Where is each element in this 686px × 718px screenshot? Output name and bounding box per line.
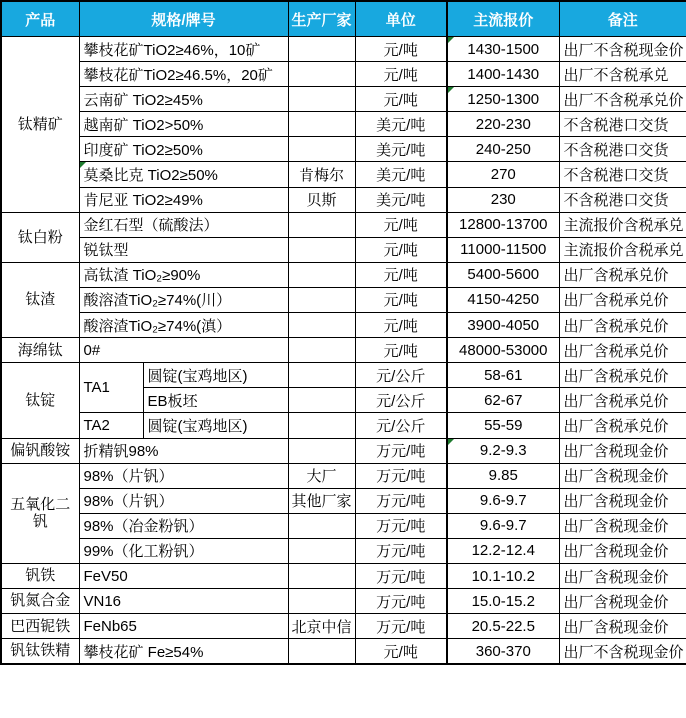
producer-cell (288, 538, 355, 563)
spec-cell: 98%（冶金粉钒） (79, 513, 288, 538)
note-cell: 主流报价含税承兑 (559, 237, 686, 262)
spec-cell: 金红石型（硫酸法） (79, 212, 288, 237)
table-row (1, 589, 686, 614)
producer-cell: 大厂 (288, 463, 355, 488)
producer-cell (288, 87, 355, 112)
unit-cell: 元/公斤 (355, 363, 447, 388)
unit-cell: 万元/吨 (355, 538, 447, 563)
producer-cell (288, 338, 355, 363)
table-row (1, 639, 686, 664)
spec-cell: 肯尼亚 TiO2≥49% (79, 187, 288, 212)
table-row (1, 162, 686, 187)
note-cell: 出厂含税现金价 (559, 563, 686, 588)
unit-cell: 元/吨 (355, 262, 447, 287)
producer-cell (288, 237, 355, 262)
note-cell: 主流报价含税承兑 (559, 212, 686, 237)
product-cell: 巴西铌铁 (1, 614, 79, 639)
price-cell: 62-67 (447, 388, 559, 413)
unit-cell: 元/吨 (355, 639, 447, 664)
note-cell: 出厂含税现金价 (559, 538, 686, 563)
unit-cell: 元/吨 (355, 287, 447, 312)
table-row (1, 112, 686, 137)
product-cell: 钒氮合金 (1, 589, 79, 614)
spec-cell: 锐钛型 (79, 237, 288, 262)
spec-cell: 攀枝花矿TiO2≥46%，10矿 (79, 37, 288, 62)
table-row (1, 187, 686, 212)
header-row (1, 1, 686, 37)
spec-cell: 98%（片钒） (79, 488, 288, 513)
producer-cell (288, 137, 355, 162)
col-header-producer: 生产厂家 (288, 1, 355, 37)
note-cell: 出厂含税承兑价 (559, 413, 686, 438)
table-row (1, 212, 686, 237)
note-cell: 出厂含税现金价 (559, 513, 686, 538)
producer-cell: 贝斯 (288, 187, 355, 212)
price-cell: 4150-4250 (447, 287, 559, 312)
unit-cell: 元/吨 (355, 212, 447, 237)
note-cell: 出厂含税承兑价 (559, 262, 686, 287)
product-cell: 钛锭 (1, 363, 79, 438)
note-cell: 出厂含税现金价 (559, 438, 686, 463)
producer-cell (288, 413, 355, 438)
spec-cell: 99%（化工粉钒） (79, 538, 288, 563)
table-row (1, 363, 686, 388)
price-cell: 48000-53000 (447, 338, 559, 363)
spec-cell: 印度矿 TiO2≥50% (79, 137, 288, 162)
producer-cell (288, 639, 355, 664)
price-cell: 58-61 (447, 363, 559, 388)
table-row (1, 563, 686, 588)
unit-cell: 元/吨 (355, 338, 447, 363)
producer-cell (288, 37, 355, 62)
producer-cell (288, 438, 355, 463)
table-row (1, 87, 686, 112)
note-cell: 出厂含税承兑价 (559, 388, 686, 413)
product-cell: 钒铁 (1, 563, 79, 588)
spec-cell: FeNb65 (79, 614, 288, 639)
note-cell: 不含税港口交货 (559, 137, 686, 162)
table-row (1, 488, 686, 513)
product-cell: 钒钛铁精 (1, 639, 79, 664)
unit-cell: 万元/吨 (355, 614, 447, 639)
producer-cell: 北京中信 (288, 614, 355, 639)
grade-cell: TA2 (79, 413, 143, 438)
unit-cell: 美元/吨 (355, 162, 447, 187)
note-cell: 出厂不含税现金价 (559, 37, 686, 62)
spec-cell: 云南矿 TiO2≥45% (79, 87, 288, 112)
note-cell: 出厂不含税承兑 (559, 62, 686, 87)
unit-cell: 元/吨 (355, 62, 447, 87)
col-header-price: 主流报价 (447, 1, 559, 37)
table-row (1, 338, 686, 363)
product-cell: 钛精矿 (1, 37, 79, 213)
unit-cell: 元/公斤 (355, 413, 447, 438)
product-cell: 钛渣 (1, 262, 79, 337)
col-header-note: 备注 (559, 1, 686, 37)
unit-cell: 元/吨 (355, 313, 447, 338)
note-cell: 出厂含税承兑价 (559, 313, 686, 338)
producer-cell (288, 388, 355, 413)
spec-cell: FeV50 (79, 563, 288, 588)
table-row (1, 287, 686, 312)
unit-cell: 万元/吨 (355, 513, 447, 538)
price-cell: 10.1-10.2 (447, 563, 559, 588)
note-cell: 出厂含税现金价 (559, 589, 686, 614)
producer-cell (288, 262, 355, 287)
price-cell: 270 (447, 162, 559, 187)
price-cell: 11000-11500 (447, 237, 559, 262)
unit-cell: 美元/吨 (355, 137, 447, 162)
table-row (1, 614, 686, 639)
spec-cell: 折精钒98% (79, 438, 288, 463)
product-cell: 五氧化二钒 (1, 463, 79, 563)
spec-cell: 酸溶渣TiO₂≥74%(滇） (79, 313, 288, 338)
note-cell: 不含税港口交货 (559, 162, 686, 187)
price-cell: 9.2-9.3 (447, 438, 559, 463)
producer-cell (288, 589, 355, 614)
note-cell: 不含税港口交货 (559, 187, 686, 212)
table-row (1, 463, 686, 488)
product-cell: 海绵钛 (1, 338, 79, 363)
note-cell: 出厂含税承兑价 (559, 338, 686, 363)
spec-cell: VN16 (79, 589, 288, 614)
form-cell: 圆锭(宝鸡地区) (143, 413, 288, 438)
price-cell: 20.5-22.5 (447, 614, 559, 639)
price-cell: 1430-1500 (447, 37, 559, 62)
price-cell: 360-370 (447, 639, 559, 664)
spec-cell: 0# (79, 338, 288, 363)
table-row (1, 438, 686, 463)
table-row (1, 313, 686, 338)
producer-cell: 其他厂家 (288, 488, 355, 513)
note-cell: 出厂含税承兑价 (559, 287, 686, 312)
spec-cell: 攀枝花矿 Fe≥54% (79, 639, 288, 664)
col-header-spec: 规格/牌号 (79, 1, 288, 37)
table-row (1, 37, 686, 62)
spec-cell: 越南矿 TiO2>50% (79, 112, 288, 137)
unit-cell: 万元/吨 (355, 563, 447, 588)
price-cell: 9.6-9.7 (447, 488, 559, 513)
unit-cell: 万元/吨 (355, 463, 447, 488)
price-cell: 1400-1430 (447, 62, 559, 87)
table-row (1, 137, 686, 162)
price-cell: 12.2-12.4 (447, 538, 559, 563)
spec-cell: 酸溶渣TiO₂≥74%(川） (79, 287, 288, 312)
unit-cell: 元/吨 (355, 237, 447, 262)
unit-cell: 元/公斤 (355, 388, 447, 413)
price-cell: 9.85 (447, 463, 559, 488)
form-cell: EB板坯 (143, 388, 288, 413)
producer-cell (288, 62, 355, 87)
unit-cell: 美元/吨 (355, 187, 447, 212)
price-cell: 240-250 (447, 137, 559, 162)
spec-cell: 攀枝花矿TiO2≥46.5%，20矿 (79, 62, 288, 87)
producer-cell (288, 313, 355, 338)
price-cell: 9.6-9.7 (447, 513, 559, 538)
producer-cell: 肯梅尔 (288, 162, 355, 187)
producer-cell (288, 563, 355, 588)
table-row (1, 237, 686, 262)
note-cell: 出厂不含税现金价 (559, 639, 686, 664)
spec-cell: 莫桑比克 TiO2≥50% (79, 162, 288, 187)
note-cell: 不含税港口交货 (559, 112, 686, 137)
note-cell: 出厂含税现金价 (559, 614, 686, 639)
table-row (1, 62, 686, 87)
unit-cell: 万元/吨 (355, 488, 447, 513)
producer-cell (288, 112, 355, 137)
unit-cell: 万元/吨 (355, 438, 447, 463)
product-cell: 偏钒酸铵 (1, 438, 79, 463)
note-cell: 出厂不含税承兑价 (559, 87, 686, 112)
producer-cell (288, 513, 355, 538)
form-cell: 圆锭(宝鸡地区) (143, 363, 288, 388)
price-cell: 5400-5600 (447, 262, 559, 287)
note-cell: 出厂含税承兑价 (559, 363, 686, 388)
note-cell: 出厂含税现金价 (559, 463, 686, 488)
price-cell: 55-59 (447, 413, 559, 438)
producer-cell (288, 287, 355, 312)
unit-cell: 美元/吨 (355, 112, 447, 137)
price-cell: 220-230 (447, 112, 559, 137)
grade-cell: TA1 (79, 363, 143, 413)
spec-cell: 98%（片钒） (79, 463, 288, 488)
price-cell: 15.0-15.2 (447, 589, 559, 614)
col-header-unit: 单位 (355, 1, 447, 37)
unit-cell: 元/吨 (355, 37, 447, 62)
spec-cell: 高钛渣 TiO₂≥90% (79, 262, 288, 287)
producer-cell (288, 212, 355, 237)
table-row (1, 538, 686, 563)
price-cell: 230 (447, 187, 559, 212)
price-cell: 3900-4050 (447, 313, 559, 338)
unit-cell: 元/吨 (355, 87, 447, 112)
col-header-product: 产品 (1, 1, 79, 37)
table-row (1, 262, 686, 287)
unit-cell: 万元/吨 (355, 589, 447, 614)
table-row (1, 513, 686, 538)
producer-cell (288, 363, 355, 388)
product-cell: 钛白粉 (1, 212, 79, 262)
note-cell: 出厂含税现金价 (559, 488, 686, 513)
price-cell: 12800-13700 (447, 212, 559, 237)
table-row (1, 413, 686, 438)
price-cell: 1250-1300 (447, 87, 559, 112)
